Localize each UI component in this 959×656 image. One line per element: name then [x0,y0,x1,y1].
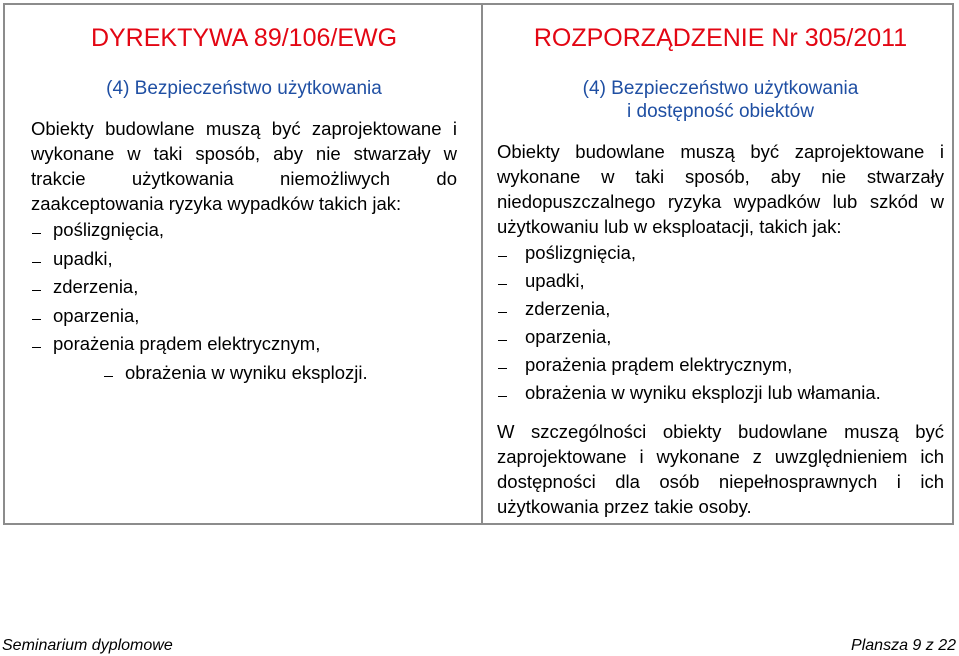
directive-title: DYREKTYWA 89/106/EWG [90,24,398,52]
directive-hazard-list [31,216,457,387]
list-item: upadki, [53,247,113,269]
list-item: poślizgnięcia, [525,242,637,263]
slide-footer [2,637,956,655]
comparison-table [3,3,954,525]
list-item: upadki, [525,270,585,291]
regulation-accessibility-paragraph: W szczególności obiekty budowlane muszą być zaprojektowane i wykonane z uwzględnieniem ich dostępności dla osób niepełnosprawnych i ich użytkowania przez takie osoby. [497,421,944,517]
list-item: porażenia prądem elektrycznym, [53,333,321,354]
list-item: zderzenia, [525,298,611,319]
regulation-hazard-list [497,239,944,407]
regulation-subtitle [497,77,944,123]
list-item: obrażenia w wyniku eksplozji lub włamania. [525,382,881,403]
footer-slide-number: Plansza 9 z 22 [851,637,956,654]
regulation-title: ROZPORZĄDZENIE Nr 305/2011 [533,24,908,52]
list-item: obrażenia w wyniku eksplozji. [125,361,368,383]
regulation-column [483,5,952,523]
regulation-subtitle-line1: (4) Bezpieczeństwo użytkowania [582,78,859,99]
list-item: oparzenia, [525,326,612,347]
regulation-paragraph: Obiekty budowlane muszą być zaprojektowane i wykonane w taki sposób, aby nie stwarzały niedopuszczalnego ryzyka wypadków lub szkód w użytkowaniu lub w eksploatacji, takich jak: [497,141,944,237]
list-item: porażenia prądem elektrycznym, [525,354,793,375]
directive-paragraph: Obiekty budowlane muszą być zaprojektowane i wykonane w taki sposób, aby nie stwarzały w trakcie użytkowania niemożliwych do zaakceptowania ryzyka wypadków takich jak: [31,118,457,214]
list-item: zderzenia, [53,276,139,297]
directive-column [5,5,483,523]
list-item: oparzenia, [53,304,140,326]
directive-subtitle: (4) Bezpieczeństwo użytkowania [106,78,382,99]
regulation-subtitle-line2: i dostępność obiektów [627,101,814,122]
footer-course-name: Seminarium dyplomowe [2,637,173,654]
list-item: poślizgnięcia, [53,219,165,240]
